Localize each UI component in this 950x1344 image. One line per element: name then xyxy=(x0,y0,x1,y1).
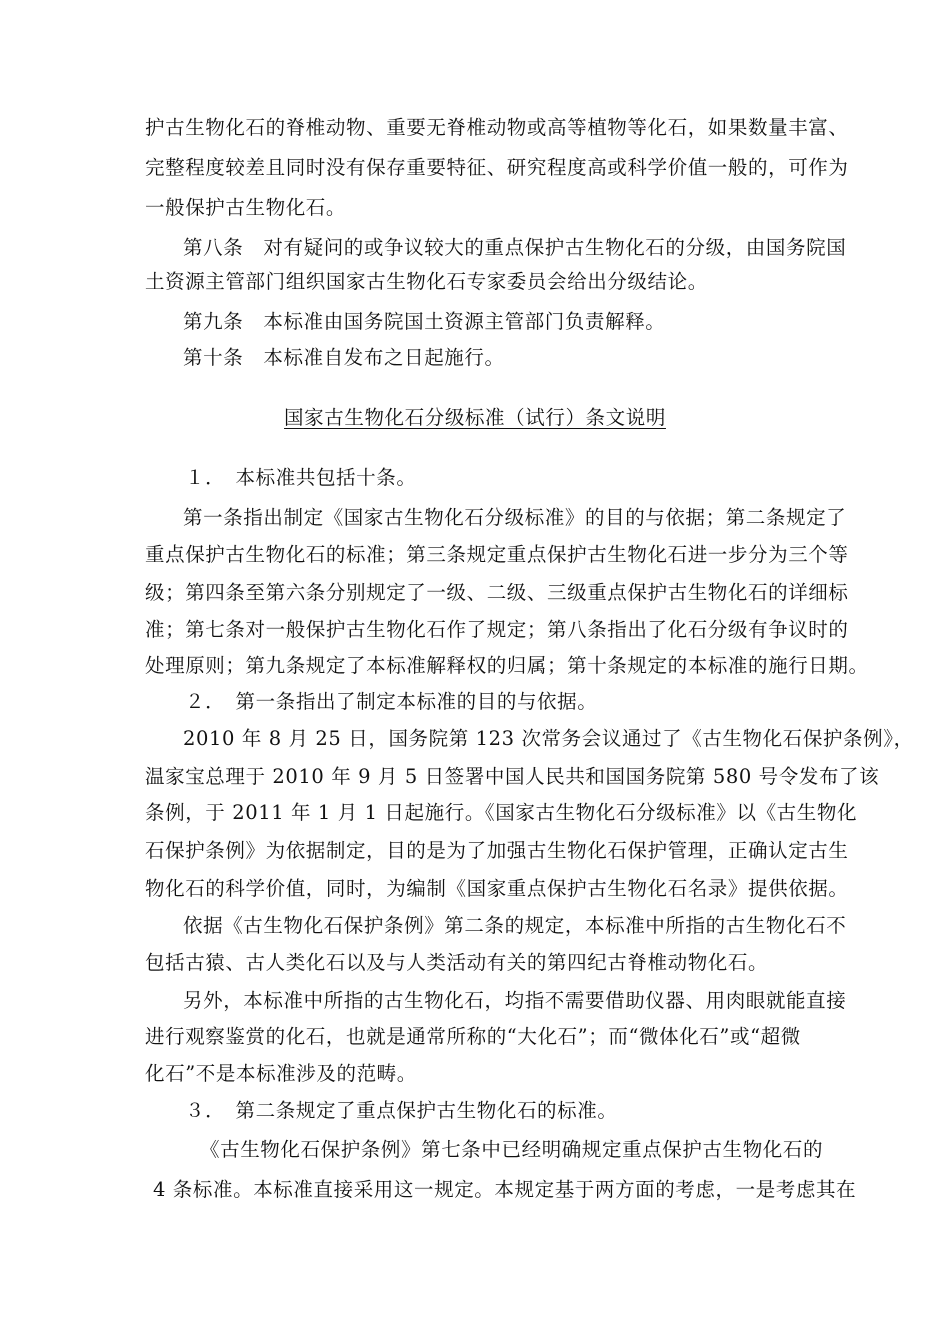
article-9-line: 第九条 本标准由国务院国土资源主管部门负责解释。 xyxy=(183,310,666,333)
paragraph-line: 《古生物化石保护条例》第七条中已经明确规定重点保护古生物化石的 xyxy=(200,1138,824,1161)
paragraph-line: 准；第七条对一般保护古生物化石作了规定；第八条指出了化石分级有争议时的 xyxy=(145,618,849,641)
paragraph-line: 石保护条例》为依据制定，目的是为了加强古生物化石保护管理，正确认定古生 xyxy=(145,839,849,862)
paragraph-line: 重点保护古生物化石的标准；第三条规定重点保护古生物化石进一步分为三个等 xyxy=(145,543,849,566)
paragraph-line: 4 条标准。本标准直接采用这一规定。本规定基于两方面的考虑，一是考虑其在 xyxy=(153,1178,857,1201)
numbered-item-1: １． 本标准共包括十条。 xyxy=(185,466,417,489)
paragraph-line: 2010 年 8 月 25 日，国务院第 123 次常务会议通过了《古生物化石保护条例》， xyxy=(183,727,914,750)
numbered-item-2: ２． 第一条指出了制定本标准的目的与依据。 xyxy=(185,690,598,713)
section-title: 国家古生物化石分级标准（试行）条文说明 xyxy=(284,406,666,429)
paragraph-line: 物化石的科学价值，同时，为编制《国家重点保护古生物化石名录》提供依据。 xyxy=(145,877,849,900)
paragraph-line: 第一条指出制定《国家古生物化石分级标准》的目的与依据；第二条规定了 xyxy=(183,506,847,529)
paragraph-line: 级；第四条至第六条分别规定了一级、二级、三级重点保护古生物化石的详细标 xyxy=(145,581,849,604)
paragraph-line: 化石”不是本标准涉及的范畴。 xyxy=(145,1062,417,1085)
paragraph-line: 土资源主管部门组织国家古生物化石专家委员会给出分级结论。 xyxy=(145,270,708,293)
paragraph-line: 包括古猿、古人类化石以及与人类活动有关的第四纪古脊椎动物化石。 xyxy=(145,951,769,974)
article-10-line: 第十条 本标准自发布之日起施行。 xyxy=(183,346,505,369)
paragraph-line: 处理原则；第九条规定了本标准解释权的归属；第十条规定的本标准的施行日期。 xyxy=(145,654,869,677)
paragraph-line: 条例，于 2011 年 1 月 1 日起施行。《国家古生物化石分级标准》以《古生物化 xyxy=(145,801,858,824)
paragraph-line: 进行观察鉴赏的化石，也就是通常所称的“大化石”；而“微体化石”或“超微 xyxy=(145,1025,801,1048)
paragraph-line: 护古生物化石的脊椎动物、重要无脊椎动物或高等植物等化石，如果数量丰富、 xyxy=(145,116,849,139)
paragraph-line: 完整程度较差且同时没有保存重要特征、研究程度高或科学价值一般的，可作为 xyxy=(145,156,849,179)
article-8-line: 第八条 对有疑问的或争议较大的重点保护古生物化石的分级，由国务院国 xyxy=(183,236,847,259)
paragraph-line: 温家宝总理于 2010 年 9 月 5 日签署中国人民共和国国务院第 580 号令发布了该 xyxy=(145,765,880,788)
numbered-item-3: ３． 第二条规定了重点保护古生物化石的标准。 xyxy=(185,1099,618,1122)
paragraph-line: 一般保护古生物化石。 xyxy=(145,196,347,219)
paragraph-line: 依据《古生物化石保护条例》第二条的规定，本标准中所指的古生物化石不 xyxy=(183,914,847,937)
paragraph-line: 另外，本标准中所指的古生物化石，均指不需要借助仪器、用肉眼就能直接 xyxy=(183,989,847,1012)
